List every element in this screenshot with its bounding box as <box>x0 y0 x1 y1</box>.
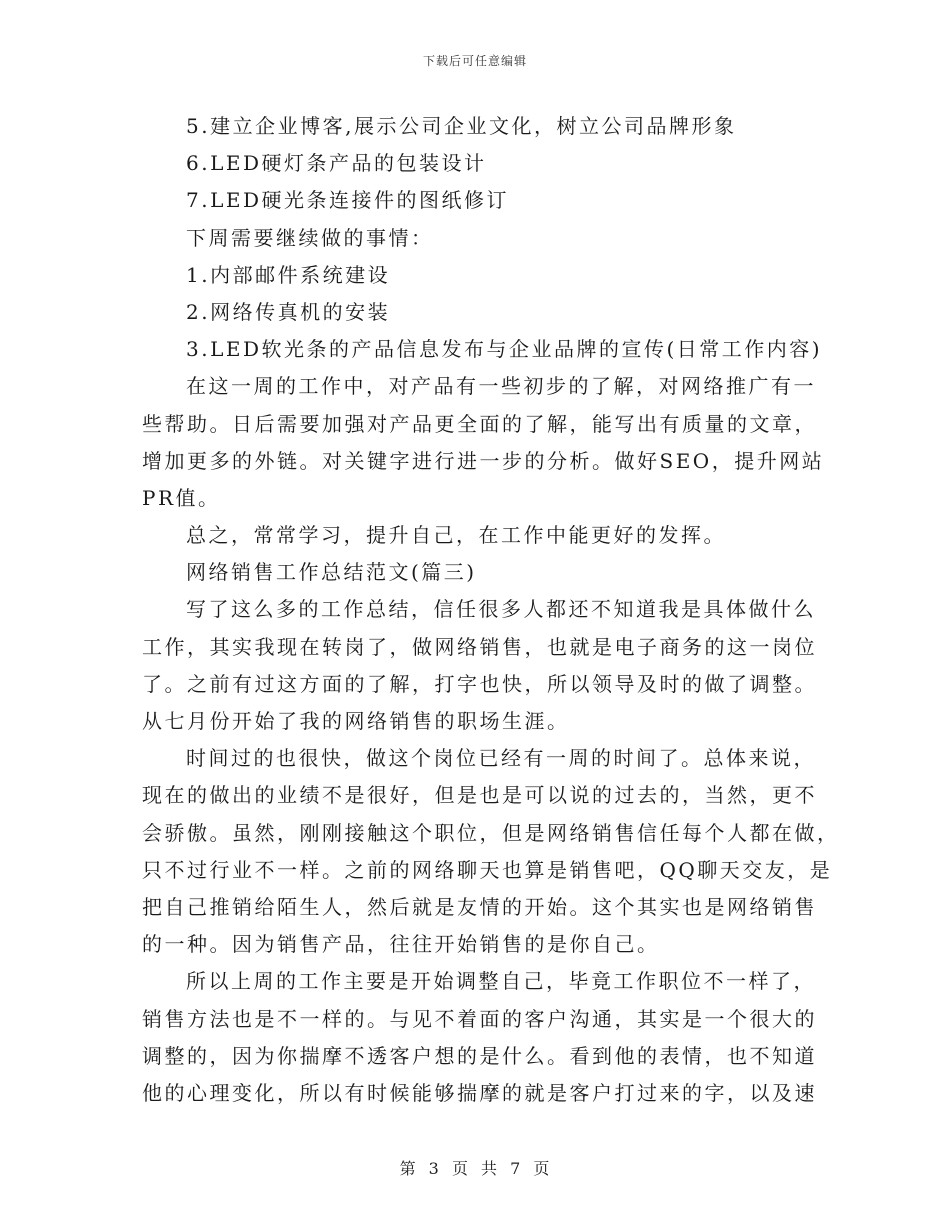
page-header-note: 下载后可任意编辑 <box>422 54 527 68</box>
list-item-5: 5.建立企业博客,展示公司企业文化，树立公司品牌形象 <box>186 114 737 138</box>
list-item-6: 6.LED硬灯条产品的包装设计 <box>186 151 487 176</box>
paragraph-line: 时间过的也很快，做这个岗位已经有一周的时间了。总体来说， <box>186 746 816 771</box>
paragraph-line: 了。之前有过这方面的了解，打字也快，所以领导及时的做了调整。 <box>142 671 817 696</box>
document-body <box>142 108 840 1112</box>
paragraph-line: 增加更多的外链。对关键字进行进一步的分析。做好SEO，提升网站 <box>142 448 825 473</box>
next-list-item-3: 3.LED软光条的产品信息发布与企业品牌的宣传(日常工作内容) <box>186 337 823 362</box>
paragraph-line: 他的心理变化，所以有时候能够揣摩的就是客户打过来的字，以及速 <box>142 1080 817 1105</box>
paragraph-line: 所以上周的工作主要是开始调整自己，毕竟工作职位不一样了， <box>186 969 816 994</box>
page-number: 第 3 页 共 7 页 <box>399 1159 551 1178</box>
list-item-7: 7.LED硬光条连接件的图纸修订 <box>186 188 509 213</box>
paragraph-line: PR值。 <box>142 485 221 510</box>
next-list-item-1: 1.内部邮件系统建设 <box>186 262 391 287</box>
paragraph-line: 在这一周的工作中，对产品有一些初步的了解，对网络推广有一 <box>186 374 816 399</box>
paragraph-line: 工作，其实我现在转岗了，做网络销售，也就是电子商务的这一岗位 <box>142 634 817 659</box>
paragraph-line: 现在的做出的业绩不是很好，但是也是可以说的过去的，当然，更不 <box>142 783 817 808</box>
paragraph-line: 调整的，因为你揣摩不透客户想的是什么。看到他的表情，也不知道 <box>142 1043 817 1068</box>
paragraph-line: 些帮助。日后需要加强对产品更全面的了解，能写出有质量的文章， <box>142 411 817 436</box>
section-title: 网络销售工作总结范文(篇三) <box>186 560 477 585</box>
paragraph-line: 把自己推销给陌生人，然后就是友情的开始。这个其实也是网络销售 <box>142 894 817 919</box>
summary-line: 总之，常常学习，提升自己，在工作中能更好的发挥。 <box>186 523 726 548</box>
paragraph-line: 的一种。因为销售产品，往往开始销售的是你自己。 <box>142 932 660 957</box>
paragraph-line: 销售方法也是不一样的。与见不着面的客户沟通，其实是一个很大的 <box>142 1006 817 1031</box>
next-week-heading: 下周需要继续做的事情： <box>186 225 434 250</box>
paragraph-line: 会骄傲。虽然，刚刚接触这个职位，但是网络销售信任每个人都在做， <box>142 820 840 845</box>
paragraph-line: 写了这么多的工作总结，信任很多人都还不知道我是具体做什么 <box>186 597 816 622</box>
paragraph-line: 只不过行业不一样。之前的网络聊天也算是销售吧，QQ聊天交友，是 <box>142 857 833 882</box>
paragraph-line: 从七月份开始了我的网络销售的职场生涯。 <box>142 709 570 733</box>
next-list-item-2: 2.网络传真机的安装 <box>186 299 391 324</box>
